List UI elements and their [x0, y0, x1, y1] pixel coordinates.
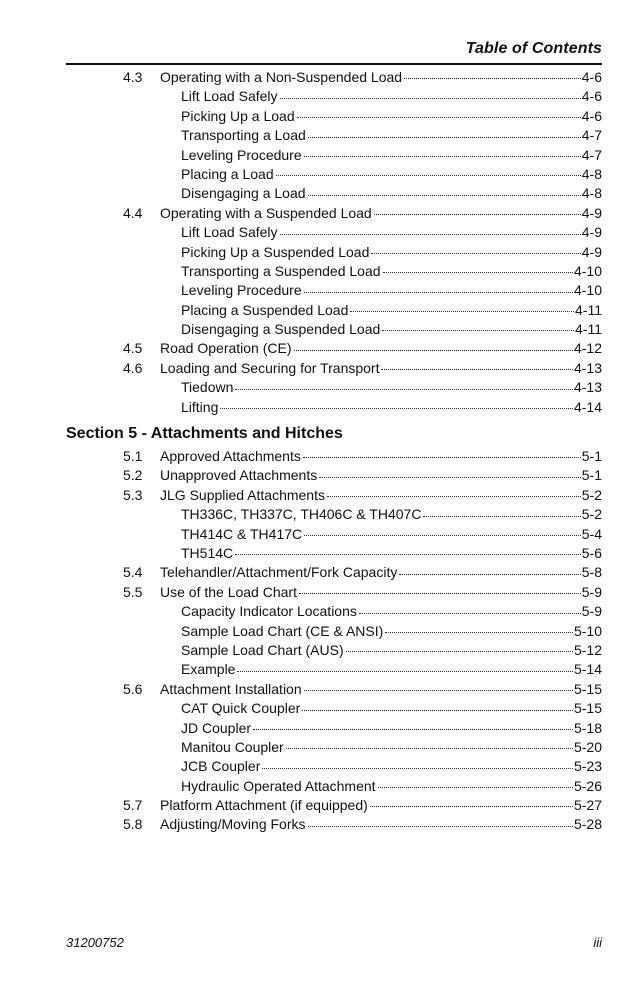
page-number: iii: [593, 935, 602, 950]
toc-entry-title: Sample Load Chart (CE & ANSI): [181, 622, 384, 639]
toc-entry-line: [181, 398, 602, 417]
toc-entry-title: Disengaging a Suspended Load: [181, 321, 381, 338]
dot-leader: [423, 516, 580, 517]
dot-leader: [371, 253, 580, 254]
toc-entry-title: Picking Up a Suspended Load: [181, 243, 370, 260]
toc-entry-page: 5-15: [573, 680, 602, 697]
toc-entry-page: 5-14: [573, 661, 602, 678]
toc-entry-page: 4-8: [581, 185, 602, 202]
toc-entry-title: Disengaging a Load: [181, 185, 306, 202]
dot-leader: [297, 117, 581, 118]
toc-entry-number: 4.3: [123, 69, 143, 85]
toc-entry-number: 5.1: [123, 448, 143, 465]
dot-leader: [235, 554, 581, 555]
toc-subentry[interactable]: [0, 544, 638, 563]
toc-entry-line: [181, 544, 602, 563]
toc-entry-line: [160, 583, 602, 602]
toc-subentry[interactable]: [0, 87, 638, 106]
toc-entry[interactable]: [0, 486, 638, 505]
dot-leader: [220, 408, 573, 409]
toc-entry-title: Tiedown: [181, 379, 234, 396]
page-header-title: Table of Contents: [465, 40, 602, 57]
toc-entry[interactable]: [0, 563, 638, 582]
toc-entry-page: 5-23: [573, 758, 602, 775]
dot-leader: [327, 496, 581, 497]
toc-entry-page: 5-18: [573, 719, 602, 736]
toc-subentry[interactable]: [0, 223, 638, 242]
toc-entry-line: [181, 243, 602, 262]
toc-entry-line: [181, 525, 602, 544]
toc-entry-title: Placing a Load: [181, 165, 274, 182]
document-number: 31200752: [66, 935, 124, 950]
toc-entry-title: Adjusting/Moving Forks: [160, 816, 306, 833]
toc-entry-title: Sample Load Chart (AUS): [181, 641, 344, 658]
toc-entry-line: [181, 622, 602, 641]
toc-entry[interactable]: [0, 68, 638, 87]
toc-entry-line: [181, 602, 602, 621]
dot-leader: [303, 457, 581, 458]
dot-leader: [262, 768, 573, 769]
dot-leader: [299, 593, 581, 594]
toc-entry-title: Telehandler/Attachment/Fork Capacity: [160, 564, 398, 581]
toc-entry-title: JLG Supplied Attachments: [160, 486, 325, 503]
toc-entry-line: [181, 301, 602, 320]
toc-entry-number: 5.6: [123, 680, 143, 697]
toc-entry-page: 4-10: [573, 262, 602, 279]
toc-entry-page: 4-7: [581, 127, 602, 144]
dot-leader: [350, 311, 574, 312]
toc-entry-number: 5.7: [123, 797, 143, 814]
toc-entry-line: [181, 699, 602, 718]
toc-entry-number: 5.8: [123, 816, 143, 833]
dot-leader: [276, 175, 581, 176]
toc-entry-page: 4-14: [573, 398, 602, 415]
toc-entry-title: Transporting a Load: [181, 127, 306, 144]
toc-entry-title: Picking Up a Load: [181, 107, 295, 124]
toc-entry-line: [160, 466, 602, 485]
toc-entry-page: 5-20: [573, 738, 602, 755]
toc-entry-title: Lift Load Safely: [181, 224, 278, 241]
toc-entry-line: [181, 641, 602, 660]
toc-entry-page: 5-9: [581, 583, 602, 600]
dot-leader: [370, 806, 573, 807]
toc-entry-page: 5-10: [573, 622, 602, 639]
toc-subentry[interactable]: [0, 777, 638, 796]
toc-entry-page: 5-9: [581, 603, 602, 620]
toc-entry-title: Placing a Suspended Load: [181, 301, 349, 318]
toc-entry-line: [181, 378, 602, 397]
dot-leader: [280, 98, 581, 99]
toc-subentry[interactable]: [0, 398, 638, 417]
dot-leader: [308, 137, 581, 138]
toc-entry-title: Attachment Installation: [160, 680, 302, 697]
toc-entry-line: [181, 757, 602, 776]
toc-entry-number: 4.4: [123, 204, 143, 221]
toc-subentry[interactable]: [0, 738, 638, 757]
toc-entry-title: TH336C, TH337C, TH406C & TH407C: [181, 506, 422, 523]
toc-entry[interactable]: [0, 359, 638, 378]
toc-entry-page: 5-12: [573, 641, 602, 658]
toc-entry-title: JD Coupler: [181, 719, 252, 736]
toc-entry-page: 4-8: [581, 165, 602, 182]
toc-entry-title: JCB Coupler: [181, 758, 261, 775]
toc-entry-line: [181, 126, 602, 145]
toc-subentry[interactable]: [0, 281, 638, 300]
toc-subentry[interactable]: [0, 146, 638, 165]
toc-entry-page: 5-28: [573, 816, 602, 833]
dot-leader: [404, 78, 581, 79]
toc-entry-title: Loading and Securing for Transport: [160, 359, 380, 376]
toc-entry[interactable]: [0, 447, 638, 466]
dot-leader: [385, 632, 573, 633]
toc-subentry[interactable]: [0, 243, 638, 262]
toc-entry-line: [160, 447, 602, 466]
toc-entry-line: [181, 738, 602, 757]
toc-subentry[interactable]: [0, 660, 638, 679]
toc-subentry[interactable]: [0, 262, 638, 281]
toc-entry-page: 4-6: [581, 69, 602, 85]
dot-leader: [294, 350, 573, 351]
toc-entry-line: [160, 563, 602, 582]
toc-entry-page: 5-15: [573, 700, 602, 717]
toc-entry-page: 5-2: [581, 506, 602, 523]
toc-entry-title: Lifting: [181, 398, 219, 415]
toc-entry-line: [181, 505, 602, 524]
dot-leader: [304, 535, 581, 536]
toc-entry-number: 5.5: [123, 583, 143, 600]
dot-leader: [286, 748, 573, 749]
toc-entry-page: 5-27: [573, 797, 602, 814]
toc-entry-line: [160, 815, 602, 834]
toc-entry-title: TH514C: [181, 544, 234, 561]
toc-subentry[interactable]: [0, 622, 638, 641]
header-divider: [66, 63, 602, 65]
toc-entry-line: [160, 359, 602, 378]
toc-entry[interactable]: [0, 815, 638, 834]
dot-leader: [382, 330, 574, 331]
toc-entry-title: Hydraulic Operated Attachment: [181, 777, 376, 794]
toc-entry-title: Capacity Indicator Locations: [181, 603, 357, 620]
toc-entry-page: 4-11: [575, 321, 602, 338]
toc-entry-title: Example: [181, 661, 236, 678]
toc-entry-title: Leveling Procedure: [181, 146, 302, 163]
toc-subentry[interactable]: [0, 525, 638, 544]
toc-entry-line: [181, 262, 602, 281]
toc-entry-page: 4-7: [581, 146, 602, 163]
toc-entry-title: Road Operation (CE): [160, 340, 292, 357]
toc-entry-number: 5.3: [123, 486, 143, 503]
toc-entry-title: Lift Load Safely: [181, 88, 278, 105]
dot-leader: [374, 214, 581, 215]
toc-entry-page: 4-6: [581, 107, 602, 124]
dot-leader: [280, 234, 581, 235]
toc-entry-title: Leveling Procedure: [181, 282, 302, 299]
toc-subentry[interactable]: [0, 165, 638, 184]
toc-entry-title: Platform Attachment (if equipped): [160, 797, 368, 814]
toc-entry-title: CAT Quick Coupler: [181, 700, 301, 717]
dot-leader: [308, 195, 581, 196]
toc-entry-title: Operating with a Suspended Load: [160, 204, 372, 221]
dot-leader: [381, 369, 572, 370]
toc-subentry[interactable]: [0, 757, 638, 776]
toc-entry[interactable]: [0, 583, 638, 602]
toc-entry-line: [181, 223, 602, 242]
toc-entry-page: 4-9: [581, 224, 602, 241]
toc-entry-page: 4-6: [581, 88, 602, 105]
toc-subentry[interactable]: [0, 184, 638, 203]
toc-entry-number: 5.4: [123, 564, 143, 581]
dot-leader: [253, 729, 573, 730]
dot-leader: [319, 477, 581, 478]
toc-subentry[interactable]: [0, 641, 638, 660]
toc-entry-page: 5-2: [581, 486, 602, 503]
dot-leader: [383, 272, 573, 273]
toc-entry-number: 4.5: [123, 340, 143, 357]
toc-entry-page: 4-10: [573, 282, 602, 299]
toc-entry-page: 4-11: [575, 301, 602, 318]
toc-entry-title: Unapproved Attachments: [160, 467, 318, 484]
toc-entry-line: [181, 320, 602, 339]
toc-entry-title: Approved Attachments: [160, 448, 301, 465]
toc-entry-page: 4-13: [573, 379, 602, 396]
dot-leader: [304, 690, 573, 691]
toc-entry-line: [181, 281, 602, 300]
toc-entry-number: 5.2: [123, 467, 143, 484]
toc-entry-title: TH414C & TH417C: [181, 525, 303, 542]
table-of-contents: [0, 68, 638, 835]
toc-subentry[interactable]: [0, 301, 638, 320]
toc-entry-line: [160, 796, 602, 815]
toc-entry-line: [160, 680, 602, 699]
toc-entry-page: 5-8: [581, 564, 602, 581]
toc-entry-page: 4-9: [581, 204, 602, 221]
toc-entry[interactable]: [0, 466, 638, 485]
toc-subentry[interactable]: [0, 602, 638, 621]
toc-entry-line: [160, 486, 602, 505]
dot-leader: [346, 651, 573, 652]
toc-entry-line: [160, 339, 602, 358]
dot-leader: [302, 710, 573, 711]
toc-entry-line: [181, 165, 602, 184]
toc-entry-page: 4-12: [573, 340, 602, 357]
toc-entry-line: [181, 87, 602, 106]
toc-subentry[interactable]: [0, 320, 638, 339]
toc-subentry[interactable]: [0, 107, 638, 126]
toc-entry-line: [181, 146, 602, 165]
toc-entry-title: Transporting a Suspended Load: [181, 262, 381, 279]
toc-entry-page: 5-1: [581, 467, 602, 484]
toc-entry-line: [181, 660, 602, 679]
toc-entry-title: Manitou Coupler: [181, 738, 284, 755]
toc-entry-page: 4-13: [573, 359, 602, 376]
toc-entry-page: 5-26: [573, 777, 602, 794]
toc-entry[interactable]: [0, 339, 638, 358]
dot-leader: [235, 389, 573, 390]
toc-entry-line: [181, 719, 602, 738]
toc-entry-page: 5-1: [581, 448, 602, 465]
dot-leader: [237, 671, 573, 672]
section-heading-text: Section 5 - Attachments and Hitches: [66, 425, 343, 443]
dot-leader: [304, 156, 581, 157]
toc-entry[interactable]: [0, 204, 638, 223]
dot-leader: [304, 292, 573, 293]
dot-leader: [308, 826, 573, 827]
dot-leader: [359, 613, 581, 614]
dot-leader: [378, 787, 573, 788]
toc-subentry[interactable]: [0, 126, 638, 145]
toc-entry-line: [181, 107, 602, 126]
toc-subentry[interactable]: [0, 378, 638, 397]
toc-subentry[interactable]: [0, 699, 638, 718]
toc-entry-line: [160, 204, 602, 223]
toc-entry-line: [160, 68, 602, 87]
dot-leader: [399, 574, 580, 575]
toc-entry-line: [181, 777, 602, 796]
toc-entry-title: Use of the Load Chart: [160, 583, 297, 600]
toc-entry-page: 5-4: [581, 525, 602, 542]
toc-entry-page: 5-6: [581, 544, 602, 561]
toc-entry[interactable]: [0, 680, 638, 699]
toc-entry[interactable]: [0, 796, 638, 815]
section-heading: [0, 419, 638, 447]
toc-entry-title: Operating with a Non-Suspended Load: [160, 69, 403, 85]
toc-entry-line: [181, 184, 602, 203]
toc-entry-page: 4-9: [581, 243, 602, 260]
toc-entry-number: 4.6: [123, 359, 143, 376]
toc-subentry[interactable]: [0, 719, 638, 738]
toc-subentry[interactable]: [0, 505, 638, 524]
